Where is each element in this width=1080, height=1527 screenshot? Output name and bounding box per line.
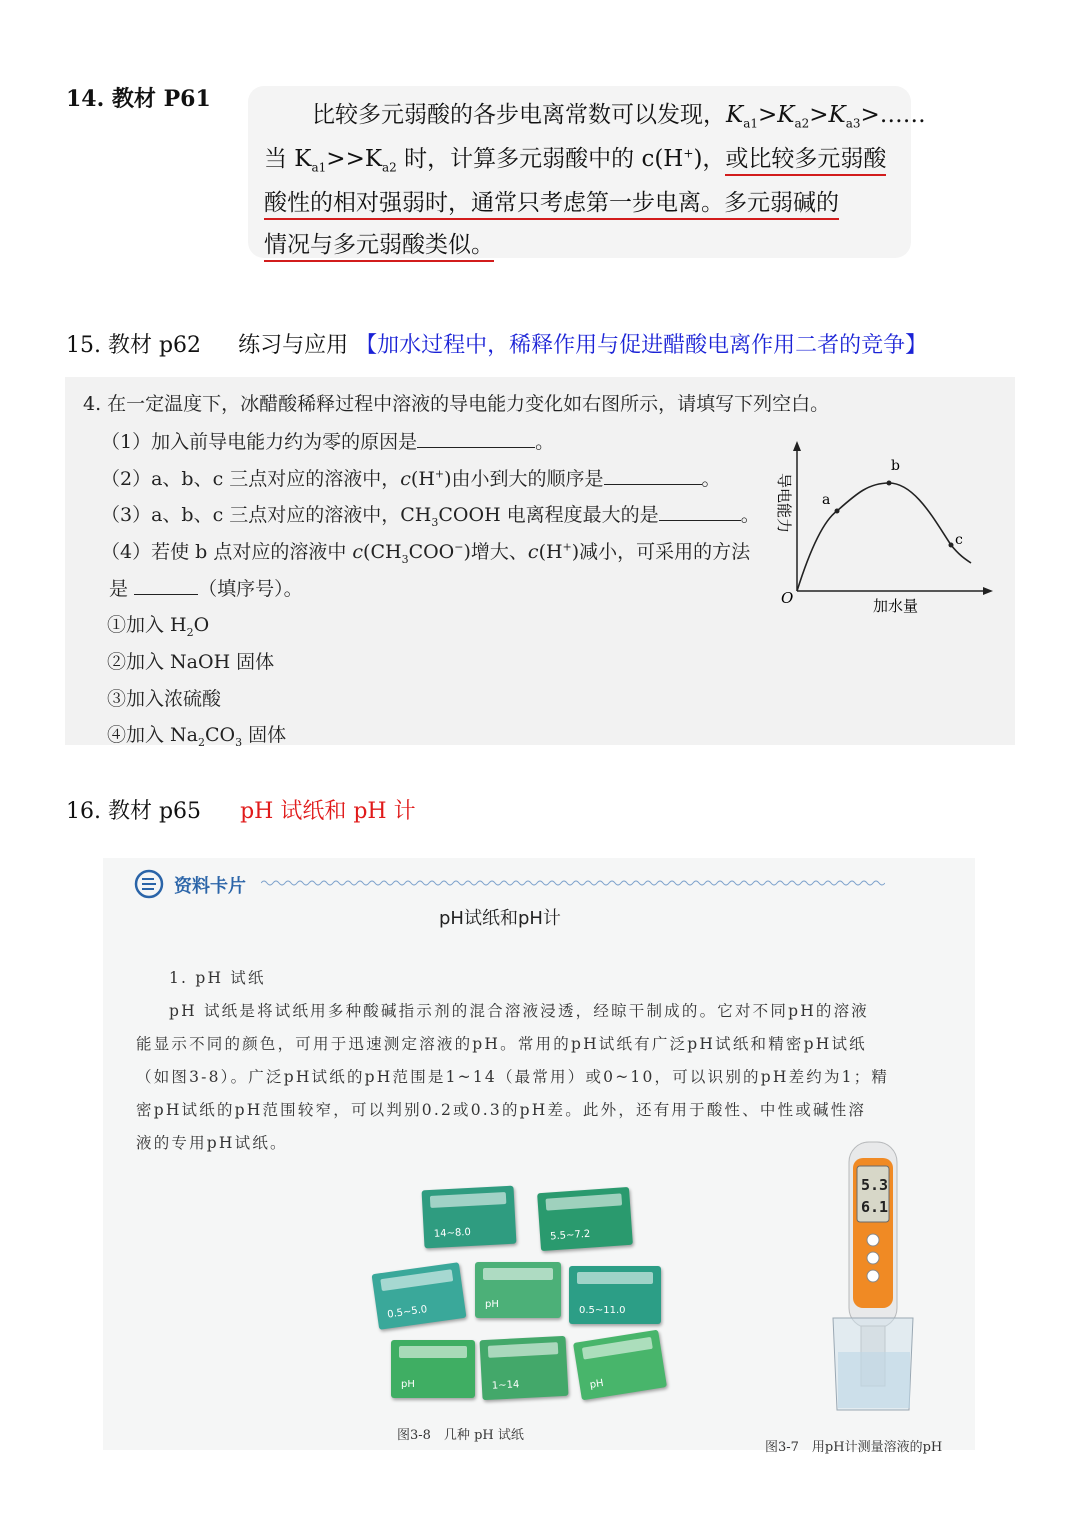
caption-fig-3-7: 图3-7 用pH计测量溶液的pH <box>765 1440 943 1455</box>
point-b-label: b <box>891 458 900 474</box>
ph-strip: pH <box>475 1262 561 1318</box>
point-a <box>835 509 840 514</box>
meter-button <box>867 1270 879 1282</box>
card-para-line-3: （如图3-8）。广泛pH试纸的pH范围是1~14（最常用）或0~10，可以识别的pH差约为1；精 <box>136 1068 890 1086</box>
q16-heading: 16. 教材 p65 pH 试纸和 pH 计 <box>66 799 416 824</box>
q14-line-1: 比较多元弱酸的各步电离常数可以发现，$K_{a1}>K_{a2}>K_{a3}>\dots\dots$ <box>312 102 926 131</box>
y-axis-label: 导电能力 <box>775 473 793 534</box>
caption-fig-3-8: 图3-8 几种 pH 试纸 <box>397 1428 524 1443</box>
ph-meter-illustration <box>823 1138 943 1418</box>
q15-stem: 4. 在一定温度下，冰醋酸稀释过程中溶液的导电能力变化如右图所示，请填写下列空白。 <box>83 393 830 415</box>
meter-button <box>867 1252 879 1264</box>
meter-reading-1: 5.3 <box>861 1176 889 1194</box>
point-c <box>949 543 954 548</box>
card-para-line-2: 能显示不同的颜色，可用于迅速测定溶液的pH。常用的pH试纸有广泛pH试纸和精密pH试纸 <box>136 1035 867 1053</box>
card-para-line-5: 液的专用pH试纸。 <box>136 1134 288 1152</box>
q14-heading: 14. 教材 P61 <box>66 86 211 112</box>
y-axis-arrow <box>793 441 801 451</box>
point-c-label: c <box>955 532 963 548</box>
q14-line-3: 酸性的相对强弱时，通常只考虑第一步电离。多元弱碱的 <box>264 184 839 217</box>
q15-option-2: ②加入 NaOH 固体 <box>107 651 275 673</box>
meter-button <box>867 1234 879 1246</box>
q15-option-4: ④加入 $Na_2CO_3$ 固体 <box>107 724 287 749</box>
ph-strip: 0.5~11.0 <box>569 1266 661 1324</box>
q14-line-4: 情况与多元弱酸类似。 <box>264 226 494 259</box>
conductivity-chart <box>765 433 1005 623</box>
point-a-label: a <box>822 492 831 508</box>
q15-exercise-box <box>65 377 1015 749</box>
book-icon <box>133 868 167 902</box>
q14-excerpt-box <box>248 86 926 258</box>
card-para-line-4: 密pH试纸的pH范围较窄，可以判别0.2或0.3的pH差。此外，还有用于酸性、中性或碱性溶 <box>136 1101 867 1119</box>
ph-strip: 0.5~5.0 <box>372 1262 467 1330</box>
ph-strips-illustration <box>363 1178 673 1418</box>
card-subhead: 1. pH 试纸 <box>169 969 266 987</box>
card-title: pH试纸和pH计 <box>439 908 561 929</box>
point-b <box>887 481 892 486</box>
data-card <box>103 858 975 1455</box>
ph-strip: 14~8.0 <box>422 1186 517 1249</box>
q14-line-2: 当 $K_{a1}>>K_{a2}$ 时，计算多元弱酸中的 c(H+)，或比较多元弱酸 <box>264 146 887 175</box>
q15-option-1: ①加入 $H_2O$ <box>107 614 210 639</box>
wavy-divider <box>261 878 885 888</box>
x-axis-arrow <box>983 587 993 595</box>
x-axis-label: 加水量 <box>873 597 919 615</box>
underlined-text: 或比较多元弱酸 <box>725 146 886 176</box>
card-tag: 资料卡片 <box>174 876 246 897</box>
q15-heading: 15. 教材 p62 练习与应用 【加水过程中，稀释作用与促进醋酸电离作用二者的竞争】 <box>66 333 928 358</box>
ph-strip: pH <box>391 1340 475 1398</box>
ph-strip: 5.5~7.2 <box>537 1187 633 1251</box>
q16-note: pH 试纸和 pH 计 <box>240 799 416 824</box>
ph-strip: 1~14 <box>479 1336 568 1400</box>
origin-label: O <box>781 589 794 607</box>
q15-item-1: （1）加入前导电能力约为零的原因是 。 <box>101 431 555 453</box>
q15-item-4: （4）若使 b 点对应的溶液中 $c(CH_3COO^-)$增大、c(H+)减小，可采用的方法 <box>101 540 751 566</box>
q15-item-3: （3）a、b、c 三点对应的溶液中，$CH_3COOH$ 电离程度最大的是 。 <box>101 504 760 529</box>
q15-note: 【加水过程中，稀释作用与促进醋酸电离作用二者的竞争】 <box>355 333 928 358</box>
meter-reading-2: 6.1 <box>861 1198 889 1216</box>
ph-strip: pH <box>573 1330 667 1401</box>
q15-item-4-cont: 是 （填序号）。 <box>109 578 303 600</box>
beaker-liquid <box>838 1352 910 1408</box>
q15-item-2: （2）a、b、c 三点对应的溶液中，c(H+)由小到大的顺序是 。 <box>101 467 721 490</box>
card-para-line-1: pH 试纸是将试纸用多种酸碱指示剂的混合溶液浸透，经晾干制成的。它对不同pH的溶液 <box>169 1002 870 1020</box>
q15-option-3: ③加入浓硫酸 <box>107 688 222 710</box>
